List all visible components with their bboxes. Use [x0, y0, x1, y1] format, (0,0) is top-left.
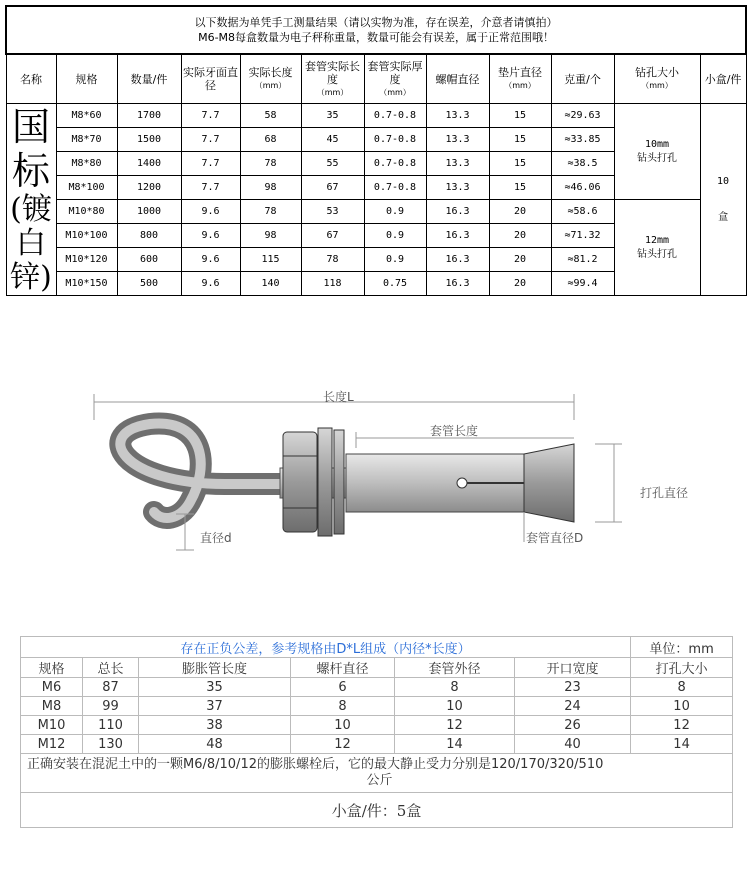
drill-size-line: 钻头打孔 [637, 152, 677, 164]
reference-row [21, 678, 733, 697]
product-name-char: 标 [11, 148, 50, 193]
reference-cell: 40 [515, 735, 631, 754]
spec-cell: ≈33.85 [551, 128, 614, 152]
spec-cell: 0.75 [364, 272, 426, 296]
spec-cell: 0.9 [364, 200, 426, 224]
reference-cell: 35 [139, 678, 291, 697]
spec-cell: ≈38.5 [551, 152, 614, 176]
spec-cell: 16.3 [426, 224, 489, 248]
header-length-unit: （mm） [254, 81, 287, 90]
spec-cell: 7.7 [181, 104, 240, 128]
spec-cell: 13.3 [426, 176, 489, 200]
box-count [700, 104, 746, 296]
header-sleeve-thickness-label: 套管实际厚度 [367, 59, 423, 86]
spec-cell: 13.3 [426, 152, 489, 176]
spec-cell: 15 [489, 104, 551, 128]
spec-cell: M8*60 [56, 104, 117, 128]
reference-header-cell: 开口宽度 [515, 658, 631, 678]
spring-washer [318, 428, 332, 536]
reference-header-cell: 打孔大小 [631, 658, 733, 678]
spec-cell: 16.3 [426, 248, 489, 272]
header-nut-dia: 螺帽直径 [426, 54, 489, 104]
spec-cell: M8*70 [56, 128, 117, 152]
reference-cell: 8 [395, 678, 515, 697]
sleeve-length-label: 套管长度 [430, 424, 479, 438]
reference-cell: 14 [631, 735, 733, 754]
drill-size [614, 200, 700, 296]
product-name-char: 国 [11, 104, 50, 149]
spec-cell: M10*120 [56, 248, 117, 272]
spec-cell: 55 [301, 152, 364, 176]
spec-cell: 15 [489, 176, 551, 200]
header-washer-dia-label: 垫片直径 [498, 66, 542, 79]
spec-cell: M10*80 [56, 200, 117, 224]
header-box: 小盒/件 [700, 54, 746, 104]
spec-cell: 1200 [117, 176, 181, 200]
spec-cell: 7.7 [181, 176, 240, 200]
spec-cell: ≈29.63 [551, 104, 614, 128]
reference-cell: M12 [21, 735, 83, 754]
note-line-1: 以下数据为单凭手工测量结果（请以实物为准，存在误差，介意者请慎拍） [194, 16, 558, 29]
spec-cell: 13.3 [426, 128, 489, 152]
header-sleeve-length [301, 54, 364, 104]
load-note-line-2: 公斤 [366, 773, 393, 788]
measurement-note [6, 6, 746, 54]
spec-cell: 35 [301, 104, 364, 128]
spec-cell: 0.9 [364, 224, 426, 248]
reference-cell: 37 [139, 697, 291, 716]
spec-cell: 1400 [117, 152, 181, 176]
reference-cell: 10 [631, 697, 733, 716]
reference-cell: M8 [21, 697, 83, 716]
reference-cell: 10 [291, 716, 395, 735]
spec-cell: 500 [117, 272, 181, 296]
spec-row [6, 104, 746, 128]
spec-cell: M10*150 [56, 272, 117, 296]
spec-cell: M8*80 [56, 152, 117, 176]
header-name: 名称 [6, 54, 56, 104]
box-count-line: 10 [717, 175, 730, 187]
spec-cell: 9.6 [181, 200, 240, 224]
spec-cell: 9.6 [181, 224, 240, 248]
reference-cell: 87 [83, 678, 139, 697]
reference-cell: 10 [395, 697, 515, 716]
reference-cell: 23 [515, 678, 631, 697]
spec-cell: 0.7-0.8 [364, 176, 426, 200]
reference-cell: 26 [515, 716, 631, 735]
spec-table [5, 5, 747, 296]
load-note-line-1: 正确安装在混泥土中的一颗M6/8/10/12的膨胀螺栓后，它的最大静止受力分别是120/170/320/510 [27, 757, 604, 772]
pack-info: 小盒/件：5盒 [21, 793, 733, 828]
drill-size [614, 104, 700, 200]
spec-cell: 20 [489, 224, 551, 248]
header-weight: 克重/个 [551, 54, 614, 104]
reference-cell: M10 [21, 716, 83, 735]
spec-cell: ≈71.32 [551, 224, 614, 248]
reference-table [20, 636, 733, 828]
hex-nut [283, 432, 317, 532]
reference-row [21, 716, 733, 735]
spec-cell: 20 [489, 272, 551, 296]
box-count-line: 盒 [718, 211, 729, 223]
reference-header-cell: 膨胀管长度 [139, 658, 291, 678]
reference-cell: 12 [395, 716, 515, 735]
spec-cell: 20 [489, 248, 551, 272]
spec-cell: 16.3 [426, 200, 489, 224]
note-line-2: M6-M8每盒数量为电子秤称重量，数量可能会有误差，属于正常范围哦！ [198, 31, 555, 44]
spec-cell: 53 [301, 200, 364, 224]
spec-cell: 140 [240, 272, 301, 296]
spec-cell: 0.7-0.8 [364, 128, 426, 152]
spec-cell: 67 [301, 224, 364, 248]
reference-cell: 48 [139, 735, 291, 754]
spec-cell: 7.7 [181, 128, 240, 152]
header-sleeve-thickness [364, 54, 426, 104]
reference-cell: M6 [21, 678, 83, 697]
spec-cell: 1500 [117, 128, 181, 152]
spec-cell: 16.3 [426, 272, 489, 296]
reference-cell: 12 [631, 716, 733, 735]
reference-cell: 110 [83, 716, 139, 735]
diameter-d-label: 直径d [200, 531, 232, 545]
header-spec: 规格 [56, 54, 117, 104]
spec-cell: 78 [240, 152, 301, 176]
reference-cell: 8 [631, 678, 733, 697]
header-sleeve-thickness-unit: （mm） [379, 87, 411, 97]
spec-cell: 7.7 [181, 152, 240, 176]
spec-cell: 0.7-0.8 [364, 104, 426, 128]
spec-cell: 15 [489, 152, 551, 176]
drill-size-line: 钻头打孔 [637, 248, 677, 260]
spec-cell: M10*100 [56, 224, 117, 248]
header-sleeve-length-label: 套管实际长度 [305, 59, 360, 86]
spec-cell: 45 [301, 128, 364, 152]
length-label: 长度L [323, 390, 354, 404]
spec-cell: 78 [240, 200, 301, 224]
header-washer-dia [489, 54, 551, 104]
spec-cell: 115 [240, 248, 301, 272]
drill-size-line: 10mm [644, 138, 670, 150]
spec-cell: 67 [301, 176, 364, 200]
spec-cell: ≈81.2 [551, 248, 614, 272]
spec-cell: 118 [301, 272, 364, 296]
spec-cell: ≈46.06 [551, 176, 614, 200]
hole-diameter-label: 打孔直径 [640, 486, 689, 500]
unit-label: 单位：mm [631, 637, 733, 658]
header-drill-label: 钻孔大小 [635, 66, 679, 79]
header-length [240, 54, 301, 104]
reference-row [21, 735, 733, 754]
spec-cell: 9.6 [181, 248, 240, 272]
reference-header-cell: 螺杆直径 [291, 658, 395, 678]
reference-caption: 存在正负公差，参考规格由D*L组成（内径*长度） [21, 637, 631, 658]
reference-cell: 38 [139, 716, 291, 735]
spec-cell: 68 [240, 128, 301, 152]
reference-cell: 99 [83, 697, 139, 716]
load-note [21, 754, 733, 793]
spec-cell: ≈58.6 [551, 200, 614, 224]
spec-cell: M8*100 [56, 176, 117, 200]
reference-cell: 6 [291, 678, 395, 697]
expansion-cone [524, 444, 574, 522]
spec-row [6, 200, 746, 224]
reference-cell: 12 [291, 735, 395, 754]
product-name-char: 白 [16, 225, 46, 261]
reference-cell: 8 [291, 697, 395, 716]
flat-washer [334, 430, 344, 534]
spec-cell: 13.3 [426, 104, 489, 128]
header-qty: 数量/件 [117, 54, 181, 104]
spec-cell: 600 [117, 248, 181, 272]
header-sleeve-length-unit: （mm） [316, 87, 349, 97]
spec-cell: 20 [489, 200, 551, 224]
hook-bolt-drawing [0, 372, 750, 572]
spec-cell: ≈99.4 [551, 272, 614, 296]
product-name-char: 锌) [10, 259, 52, 295]
reference-cell: 130 [83, 735, 139, 754]
reference-header-cell: 套管外径 [395, 658, 515, 678]
reference-row [21, 697, 733, 716]
product-name [6, 104, 56, 296]
spec-cell: 78 [301, 248, 364, 272]
product-name-char: (镀 [10, 191, 52, 227]
reference-cell: 24 [515, 697, 631, 716]
spec-cell: 58 [240, 104, 301, 128]
reference-header-cell: 规格 [21, 658, 83, 678]
reference-header [21, 658, 733, 678]
header-drill-unit: （mm） [641, 81, 673, 90]
header-length-label: 实际长度 [248, 66, 293, 79]
spec-cell: 15 [489, 128, 551, 152]
spec-cell: 1700 [117, 104, 181, 128]
spec-table-header [6, 54, 746, 104]
spec-cell: 98 [240, 176, 301, 200]
header-thread-dia: 实际牙面直径 [181, 54, 240, 104]
spec-cell: 0.7-0.8 [364, 152, 426, 176]
spec-cell: 1000 [117, 200, 181, 224]
spec-cell: 0.9 [364, 248, 426, 272]
header-washer-dia-unit: （mm） [504, 81, 536, 90]
spec-cell: 98 [240, 224, 301, 248]
drill-size-line: 12mm [644, 234, 670, 246]
spec-cell: 800 [117, 224, 181, 248]
hook-bolt-diagram [0, 372, 750, 572]
reference-header-cell: 总长 [83, 658, 139, 678]
spec-cell: 9.6 [181, 272, 240, 296]
reference-cell: 14 [395, 735, 515, 754]
header-drill [614, 54, 700, 104]
sleeve-diameter-label: 套管直径D [526, 531, 584, 545]
